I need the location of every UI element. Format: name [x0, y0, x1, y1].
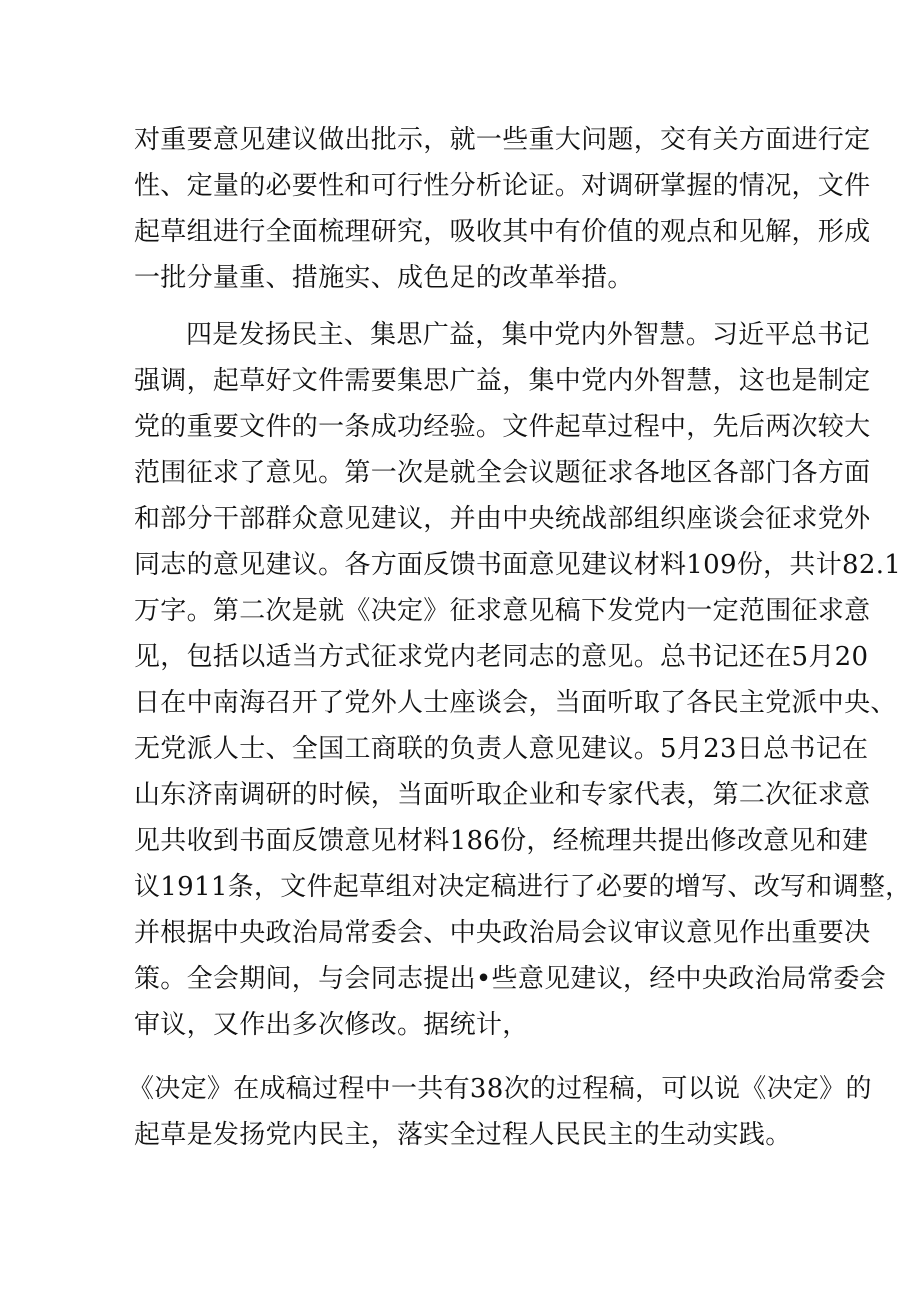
text-line: 起草是发扬党内民主，落实全过程人民民主的生动实践。	[134, 1120, 792, 1150]
text-line: 万字。第二次是就《决定》征求意见稿下发党内一定范围征求意	[134, 596, 871, 626]
text-line: 性、定量的必要性和可行性分析论证。对调研掌握的情况，文件	[134, 171, 871, 201]
text-line: 日在中南海召开了党外人士座谈会，当面听取了各民主党派中央、	[134, 688, 897, 718]
text-line: 一批分量重、措施实、成色足的改革举措。	[134, 263, 634, 293]
text-line: 同志的意见建议。各方面反馈书面意见建议材料109份，共计82.1	[134, 550, 902, 580]
text-line: 审议，又作出多次修改。据统计，	[134, 1010, 529, 1040]
text-line: 和部分干部群众意见建议，并由中央统战部组织座谈会征求党外	[134, 504, 871, 534]
text-line: 见共收到书面反馈意见材料186份，经梳理共提出修改意见和建	[134, 826, 869, 856]
text-line: 《决定》在成稿过程中一共有38次的过程稿，可以说《决定》的	[128, 1074, 872, 1104]
text-line: 范围征求了意见。第一次是就全会议题征求各地区各部门各方面	[134, 458, 871, 488]
text-line: 无党派人士、全国工商联的负责人意见建议。5月23日总书记在	[134, 734, 869, 764]
text-line: 党的重要文件的一条成功经验。文件起草过程中，先后两次较大	[134, 412, 871, 442]
text-line: 四是发扬民主、集思广益，集中党内外智慧。习近平总书记	[186, 320, 870, 350]
text-line: 强调，起草好文件需要集思广益，集中党内外智慧，这也是制定	[134, 366, 871, 396]
text-line: 山东济南调研的时候，当面听取企业和专家代表，第二次征求意	[134, 780, 871, 810]
text-line: 并根据中央政治局常委会、中央政治局会议审议意见作出重要决	[134, 918, 871, 948]
text-line: 起草组进行全面梳理研究，吸收其中有价值的观点和见解，形成	[134, 217, 871, 247]
text-line: 策。全会期间，与会同志提出•些意见建议，经中央政治局常委会	[134, 964, 887, 994]
text-line: 议1911条，文件起草组对决定稿进行了必要的增写、改写和调整，	[134, 872, 912, 902]
text-line: 对重要意见建议做出批示，就一些重大问题，交有关方面进行定	[134, 125, 871, 155]
text-line: 见，包括以适当方式征求党内老同志的意见。总书记还在5月20	[134, 642, 869, 672]
